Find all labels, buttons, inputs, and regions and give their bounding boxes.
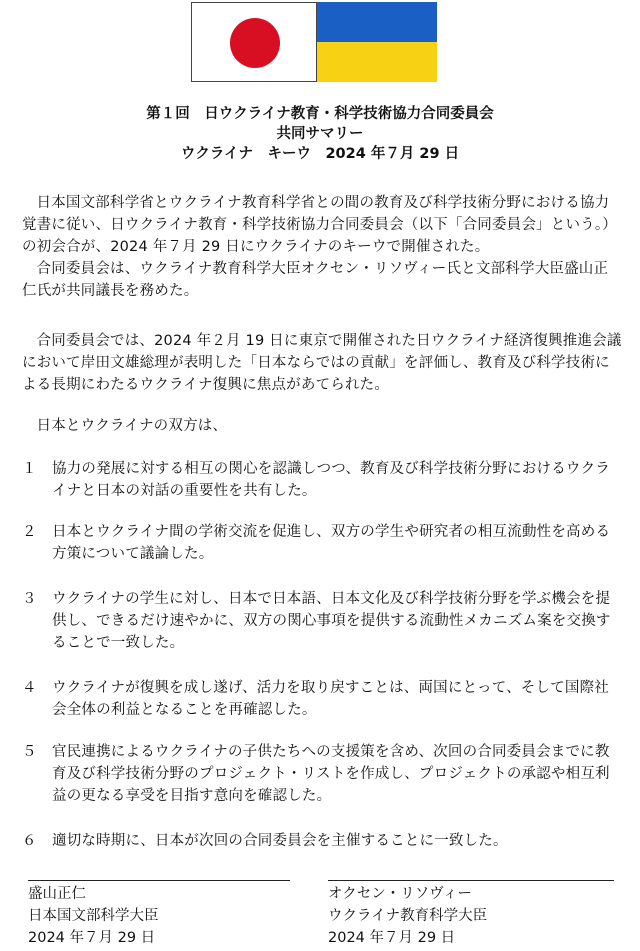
list-item-number: ３ (22, 591, 37, 607)
document-title: 第１回 日ウクライナ教育・科学技術協力合同委員会 (146, 106, 494, 122)
list-item-2 (22, 521, 622, 565)
list-item-number: ５ (22, 744, 37, 760)
japan-flag-disc (230, 18, 280, 68)
signatory-title: 日本国文部科学大臣 (28, 908, 159, 924)
document-subtitle: 共同サマリー (276, 126, 364, 142)
signatory-name: 盛山正仁 (28, 886, 86, 902)
intro-paragraph-4: 日本とウクライナの双方は、 (36, 418, 228, 434)
list-item-text: 官民連携によるウクライナの子供たちへの支援策を含め、次回の合同委員会までに教育及び科学技術分野のプロジェクト・リストを作成し、プロジェクトの承認や相互利益の更なる享受を目指す意向を確認した。 (52, 744, 610, 804)
signature-line (28, 880, 290, 881)
ukraine-flag-icon (317, 2, 437, 82)
signatory-name: オクセン・リソヴィー (328, 886, 472, 902)
ukraine-flag-yellow-band (317, 42, 437, 82)
signature-line (328, 880, 614, 881)
ukraine-flag-blue-band (317, 2, 437, 42)
list-item-text: 日本とウクライナ間の学術交流を促進し、双方の学生や研究者の相互流動性を高める方策について議論した。 (52, 524, 611, 562)
list-item-number: ６ (22, 833, 37, 849)
list-item-1 (22, 458, 622, 502)
document-place-date: ウクライナ キーウ 2024 年７月 29 日 (180, 146, 460, 162)
japan-flag-icon (191, 2, 317, 82)
signature-date: 2024 年７月 29 日 (28, 930, 156, 946)
list-item-number: １ (22, 461, 37, 477)
list-item-text: ウクライナが復興を成し遂げ、活力を取り戻すことは、両国にとって、そして国際社会全体の利益となることを再確認した。 (52, 680, 610, 718)
list-item-5 (22, 741, 622, 807)
signature-block-ukraine (328, 880, 614, 949)
list-item-text: ウクライナの学生に対し、日本で日本語、日本文化及び科学技術分野を学ぶ機会を提供し、できるだけ速やかに、双方の関心事項を提供する流動性メカニズム案を交換することで一致した。 (52, 591, 611, 651)
list-item-number: ２ (22, 524, 37, 540)
signature-block-japan (28, 880, 290, 949)
list-item-text: 適切な時期に、日本が次回の合同委員会を主催することに一致した。 (52, 833, 508, 849)
list-item-text: 協力の発展に対する相互の関心を認識しつつ、教育及び科学技術分野におけるウクライナと日本の対話の重要性を共有した。 (52, 461, 611, 499)
list-item-4 (22, 677, 622, 721)
document-header (0, 104, 640, 164)
both-sides-block (22, 415, 622, 437)
focus-block (22, 330, 622, 396)
list-item-number: ４ (22, 680, 37, 696)
intro-paragraph-3: 合同委員会では、2024 年２月 19 日に東京で開催された日ウクライナ経済復興推進会議において岸田文雄総理が表明した「日本ならではの貢献」を評価し、教育及び科学技術による長期にわたるウクライナ復興に焦点があてられた。 (22, 333, 622, 393)
list-item-3 (22, 588, 622, 654)
intro-paragraph-1: 日本国文部科学省とウクライナ教育科学省との間の教育及び科学技術分野における協力覚書に従い、日ウクライナ教育・科学技術協力合同委員会（以下「合同委員会」という。）の初会合が、2024 年７月 29 日にウクライナのキーウで開催された。 (22, 195, 618, 255)
intro-paragraph-2: 合同委員会は、ウクライナ教育科学大臣オクセン・リソヴィー氏と文部科学大臣盛山正仁氏が共同議長を務めた。 (22, 261, 609, 299)
signature-date: 2024 年７月 29 日 (328, 930, 456, 946)
list-item-6 (22, 830, 622, 852)
intro-block (22, 192, 622, 302)
flags (191, 2, 437, 82)
signatory-title: ウクライナ教育科学大臣 (328, 908, 488, 924)
